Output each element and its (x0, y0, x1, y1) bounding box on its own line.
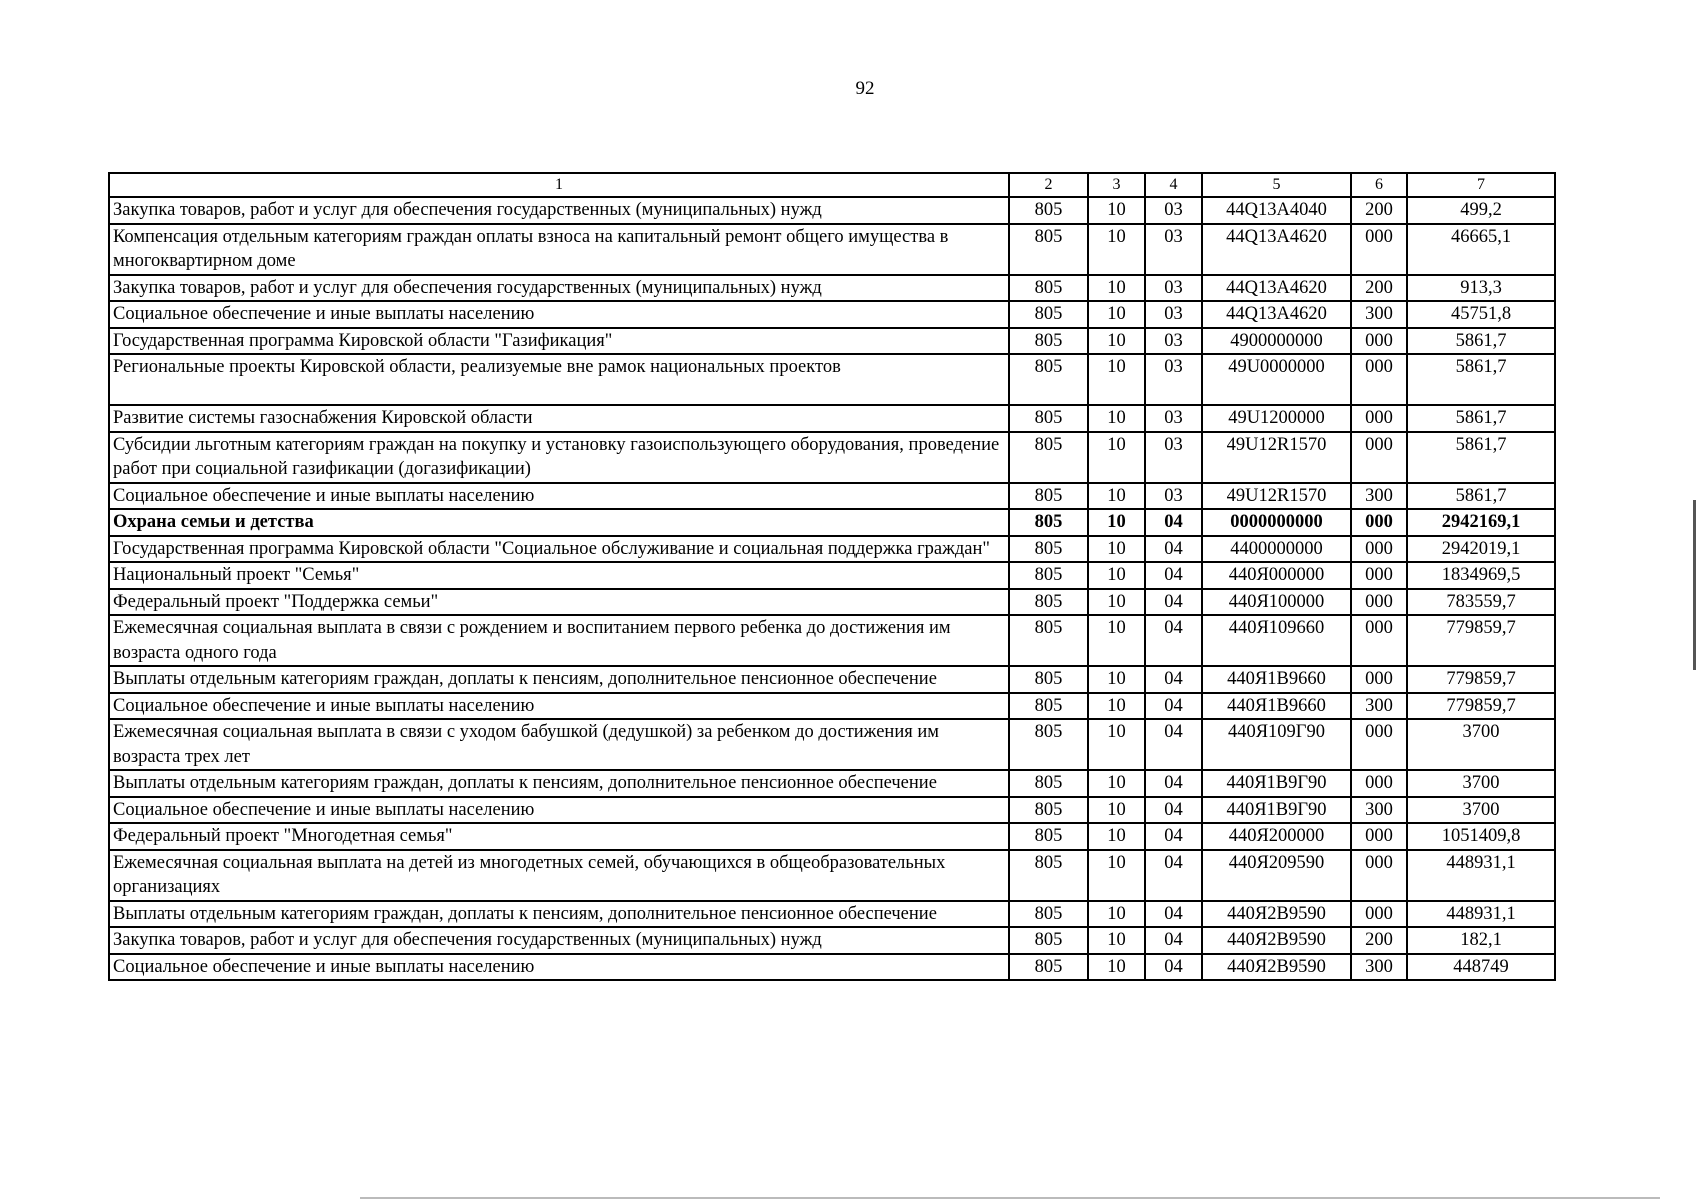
row-col5-cell: 44Q13A4620 (1202, 301, 1351, 328)
row-col3-cell: 10 (1088, 405, 1145, 432)
table-row (109, 197, 1555, 224)
row-col5-cell: 440Я1B9Г90 (1202, 770, 1351, 797)
column-header: 5 (1202, 173, 1351, 197)
row-col2-cell: 805 (1009, 954, 1088, 981)
row-col2-cell: 805 (1009, 770, 1088, 797)
table-body (109, 197, 1555, 980)
row-name-cell: Охрана семьи и детства (109, 509, 1009, 536)
row-name-cell: Государственная программа Кировской области "Социальное обслуживание и социальная поддержка граждан" (109, 536, 1009, 563)
row-col3-cell: 10 (1088, 354, 1145, 405)
row-col3-cell: 10 (1088, 770, 1145, 797)
row-col6-cell: 200 (1351, 275, 1407, 302)
row-col2-cell: 805 (1009, 797, 1088, 824)
row-col3-cell: 10 (1088, 666, 1145, 693)
table-row (109, 850, 1555, 901)
table-row (109, 432, 1555, 483)
row-col6-cell: 200 (1351, 927, 1407, 954)
row-col6-cell: 000 (1351, 770, 1407, 797)
row-col5-cell: 440Я1B9Г90 (1202, 797, 1351, 824)
row-col6-cell: 300 (1351, 954, 1407, 981)
row-col2-cell: 805 (1009, 224, 1088, 275)
row-col4-cell: 03 (1145, 405, 1202, 432)
budget-table (108, 172, 1556, 981)
table-row (109, 483, 1555, 510)
row-col6-cell: 000 (1351, 901, 1407, 928)
row-col5-cell: 440Я200000 (1202, 823, 1351, 850)
column-header: 7 (1407, 173, 1555, 197)
row-col4-cell: 04 (1145, 901, 1202, 928)
row-col6-cell: 000 (1351, 615, 1407, 666)
row-name-cell: Федеральный проект "Поддержка семьи" (109, 589, 1009, 616)
table-row (109, 693, 1555, 720)
row-col2-cell: 805 (1009, 432, 1088, 483)
row-col4-cell: 04 (1145, 589, 1202, 616)
row-name-cell: Социальное обеспечение и иные выплаты населению (109, 693, 1009, 720)
row-col7-cell: 1051409,8 (1407, 823, 1555, 850)
column-header: 1 (109, 173, 1009, 197)
row-col5-cell: 440Я000000 (1202, 562, 1351, 589)
row-name-cell: Ежемесячная социальная выплата в связи с уходом бабушкой (дедушкой) за ребенком до достижения им возраста трех лет (109, 719, 1009, 770)
row-col3-cell: 10 (1088, 954, 1145, 981)
row-col6-cell: 300 (1351, 797, 1407, 824)
row-col6-cell: 000 (1351, 823, 1407, 850)
row-col7-cell: 2942019,1 (1407, 536, 1555, 563)
column-header: 4 (1145, 173, 1202, 197)
row-col6-cell: 000 (1351, 589, 1407, 616)
row-col4-cell: 04 (1145, 850, 1202, 901)
row-col3-cell: 10 (1088, 615, 1145, 666)
table-row (109, 275, 1555, 302)
row-col2-cell: 805 (1009, 562, 1088, 589)
row-col7-cell: 779859,7 (1407, 666, 1555, 693)
row-name-cell: Социальное обеспечение и иные выплаты населению (109, 301, 1009, 328)
row-col7-cell: 3700 (1407, 797, 1555, 824)
row-col3-cell: 10 (1088, 797, 1145, 824)
table-row (109, 328, 1555, 355)
row-col7-cell: 499,2 (1407, 197, 1555, 224)
row-col7-cell: 783559,7 (1407, 589, 1555, 616)
row-col4-cell: 04 (1145, 719, 1202, 770)
table-row (109, 927, 1555, 954)
row-col4-cell: 04 (1145, 927, 1202, 954)
row-col5-cell: 44Q13A4620 (1202, 224, 1351, 275)
table-row (109, 589, 1555, 616)
row-col7-cell: 5861,7 (1407, 354, 1555, 405)
row-col2-cell: 805 (1009, 666, 1088, 693)
row-col5-cell: 44Q13A4040 (1202, 197, 1351, 224)
row-col6-cell: 300 (1351, 483, 1407, 510)
row-col4-cell: 03 (1145, 301, 1202, 328)
row-col6-cell: 000 (1351, 666, 1407, 693)
row-name-cell: Закупка товаров, работ и услуг для обеспечения государственных (муниципальных) нужд (109, 927, 1009, 954)
row-col3-cell: 10 (1088, 589, 1145, 616)
row-col5-cell: 0000000000 (1202, 509, 1351, 536)
row-col2-cell: 805 (1009, 536, 1088, 563)
row-col4-cell: 04 (1145, 562, 1202, 589)
table-row (109, 901, 1555, 928)
row-col7-cell: 779859,7 (1407, 615, 1555, 666)
row-col7-cell: 5861,7 (1407, 432, 1555, 483)
row-col3-cell: 10 (1088, 823, 1145, 850)
row-col7-cell: 1834969,5 (1407, 562, 1555, 589)
row-name-cell: Социальное обеспечение и иные выплаты населению (109, 797, 1009, 824)
row-col2-cell: 805 (1009, 615, 1088, 666)
row-col2-cell: 805 (1009, 509, 1088, 536)
row-col6-cell: 200 (1351, 197, 1407, 224)
row-col4-cell: 04 (1145, 615, 1202, 666)
row-col3-cell: 10 (1088, 301, 1145, 328)
row-col5-cell: 440Я1B9660 (1202, 666, 1351, 693)
row-col4-cell: 04 (1145, 666, 1202, 693)
row-name-cell: Развитие системы газоснабжения Кировской области (109, 405, 1009, 432)
row-col2-cell: 805 (1009, 823, 1088, 850)
row-name-cell: Выплаты отдельным категориям граждан, доплаты к пенсиям, дополнительное пенсионное обеспечение (109, 666, 1009, 693)
row-name-cell: Закупка товаров, работ и услуг для обеспечения государственных (муниципальных) нужд (109, 275, 1009, 302)
row-col7-cell: 913,3 (1407, 275, 1555, 302)
row-name-cell: Субсидии льготным категориям граждан на покупку и установку газоиспользующего оборудования, проведение работ при социальной газификации (догазификации) (109, 432, 1009, 483)
row-col2-cell: 805 (1009, 693, 1088, 720)
row-col3-cell: 10 (1088, 197, 1145, 224)
table-row (109, 405, 1555, 432)
row-name-cell: Социальное обеспечение и иные выплаты населению (109, 483, 1009, 510)
row-col6-cell: 000 (1351, 224, 1407, 275)
row-col5-cell: 4400000000 (1202, 536, 1351, 563)
row-name-cell: Социальное обеспечение и иные выплаты населению (109, 954, 1009, 981)
row-col7-cell: 448749 (1407, 954, 1555, 981)
table-row (109, 666, 1555, 693)
row-col5-cell: 49U12R1570 (1202, 483, 1351, 510)
row-col2-cell: 805 (1009, 719, 1088, 770)
row-col5-cell: 440Я1B9660 (1202, 693, 1351, 720)
row-col5-cell: 4900000000 (1202, 328, 1351, 355)
table-row (109, 823, 1555, 850)
row-col2-cell: 805 (1009, 301, 1088, 328)
row-col7-cell: 45751,8 (1407, 301, 1555, 328)
row-col3-cell: 10 (1088, 850, 1145, 901)
row-col4-cell: 03 (1145, 328, 1202, 355)
row-col7-cell: 5861,7 (1407, 405, 1555, 432)
row-col4-cell: 04 (1145, 770, 1202, 797)
row-col3-cell: 10 (1088, 432, 1145, 483)
row-col7-cell: 5861,7 (1407, 328, 1555, 355)
row-col6-cell: 000 (1351, 509, 1407, 536)
row-col7-cell: 3700 (1407, 719, 1555, 770)
row-col2-cell: 805 (1009, 197, 1088, 224)
row-col5-cell: 440Я2B9590 (1202, 901, 1351, 928)
row-name-cell: Выплаты отдельным категориям граждан, доплаты к пенсиям, дополнительное пенсионное обеспечение (109, 901, 1009, 928)
row-col7-cell: 46665,1 (1407, 224, 1555, 275)
table-row (109, 562, 1555, 589)
row-col2-cell: 805 (1009, 354, 1088, 405)
row-col2-cell: 805 (1009, 275, 1088, 302)
row-name-cell: Выплаты отдельным категориям граждан, доплаты к пенсиям, дополнительное пенсионное обеспечение (109, 770, 1009, 797)
table-row (109, 719, 1555, 770)
row-col5-cell: 440Я109Г90 (1202, 719, 1351, 770)
row-col6-cell: 000 (1351, 536, 1407, 563)
page-number: 92 (855, 78, 875, 99)
row-col5-cell: 49U12R1570 (1202, 432, 1351, 483)
row-col5-cell: 49U1200000 (1202, 405, 1351, 432)
table-row (109, 797, 1555, 824)
row-col4-cell: 03 (1145, 224, 1202, 275)
row-name-cell: Ежемесячная социальная выплата в связи с рождением и воспитанием первого ребенка до достижения им возраста одного года (109, 615, 1009, 666)
row-col3-cell: 10 (1088, 719, 1145, 770)
row-col2-cell: 805 (1009, 328, 1088, 355)
row-col4-cell: 03 (1145, 275, 1202, 302)
row-col6-cell: 000 (1351, 850, 1407, 901)
table-row (109, 536, 1555, 563)
row-col6-cell: 000 (1351, 354, 1407, 405)
table-header-row (109, 173, 1555, 197)
row-col5-cell: 44Q13A4620 (1202, 275, 1351, 302)
row-col4-cell: 04 (1145, 536, 1202, 563)
row-col6-cell: 000 (1351, 328, 1407, 355)
row-col2-cell: 805 (1009, 927, 1088, 954)
row-col7-cell: 779859,7 (1407, 693, 1555, 720)
row-col5-cell: 440Я100000 (1202, 589, 1351, 616)
table-row (109, 615, 1555, 666)
table-row (109, 224, 1555, 275)
row-col7-cell: 182,1 (1407, 927, 1555, 954)
row-col2-cell: 805 (1009, 405, 1088, 432)
row-name-cell: Закупка товаров, работ и услуг для обеспечения государственных (муниципальных) нужд (109, 197, 1009, 224)
row-col7-cell: 2942169,1 (1407, 509, 1555, 536)
row-name-cell: Ежемесячная социальная выплата на детей из многодетных семей, обучающихся в общеобразовательных организациях (109, 850, 1009, 901)
row-col5-cell: 440Я2B9590 (1202, 927, 1351, 954)
row-col3-cell: 10 (1088, 562, 1145, 589)
row-col5-cell: 49U0000000 (1202, 354, 1351, 405)
row-col2-cell: 805 (1009, 850, 1088, 901)
row-col4-cell: 04 (1145, 693, 1202, 720)
row-col4-cell: 04 (1145, 509, 1202, 536)
row-col7-cell: 448931,1 (1407, 850, 1555, 901)
row-col4-cell: 03 (1145, 432, 1202, 483)
row-col3-cell: 10 (1088, 275, 1145, 302)
row-col3-cell: 10 (1088, 901, 1145, 928)
table-row (109, 954, 1555, 981)
row-col7-cell: 3700 (1407, 770, 1555, 797)
row-col3-cell: 10 (1088, 693, 1145, 720)
row-col3-cell: 10 (1088, 483, 1145, 510)
row-col4-cell: 03 (1145, 483, 1202, 510)
row-col6-cell: 300 (1351, 301, 1407, 328)
row-name-cell: Национальный проект "Семья" (109, 562, 1009, 589)
row-col3-cell: 10 (1088, 927, 1145, 954)
row-col2-cell: 805 (1009, 483, 1088, 510)
scan-bottom-rule (360, 1197, 1660, 1199)
row-name-cell: Федеральный проект "Многодетная семья" (109, 823, 1009, 850)
table-row (109, 354, 1555, 405)
row-col5-cell: 440Я209590 (1202, 850, 1351, 901)
row-col7-cell: 448931,1 (1407, 901, 1555, 928)
row-col4-cell: 04 (1145, 823, 1202, 850)
row-col3-cell: 10 (1088, 509, 1145, 536)
row-col4-cell: 04 (1145, 797, 1202, 824)
row-col7-cell: 5861,7 (1407, 483, 1555, 510)
row-name-cell: Компенсация отдельным категориям граждан оплаты взноса на капитальный ремонт общего имущества в многоквартирном доме (109, 224, 1009, 275)
row-col5-cell: 440Я2B9590 (1202, 954, 1351, 981)
row-col6-cell: 000 (1351, 432, 1407, 483)
row-col3-cell: 10 (1088, 536, 1145, 563)
row-name-cell: Государственная программа Кировской области "Газификация" (109, 328, 1009, 355)
column-header: 2 (1009, 173, 1088, 197)
table-row (109, 770, 1555, 797)
row-col6-cell: 000 (1351, 405, 1407, 432)
column-header: 6 (1351, 173, 1407, 197)
column-header: 3 (1088, 173, 1145, 197)
table-row (109, 509, 1555, 536)
row-col5-cell: 440Я109660 (1202, 615, 1351, 666)
row-col6-cell: 000 (1351, 719, 1407, 770)
table-row (109, 301, 1555, 328)
row-col6-cell: 000 (1351, 562, 1407, 589)
row-name-cell: Региональные проекты Кировской области, реализуемые вне рамок национальных проектов (109, 354, 1009, 405)
row-col2-cell: 805 (1009, 901, 1088, 928)
row-col2-cell: 805 (1009, 589, 1088, 616)
row-col3-cell: 10 (1088, 224, 1145, 275)
row-col4-cell: 04 (1145, 954, 1202, 981)
row-col4-cell: 03 (1145, 354, 1202, 405)
row-col3-cell: 10 (1088, 328, 1145, 355)
row-col4-cell: 03 (1145, 197, 1202, 224)
row-col6-cell: 300 (1351, 693, 1407, 720)
